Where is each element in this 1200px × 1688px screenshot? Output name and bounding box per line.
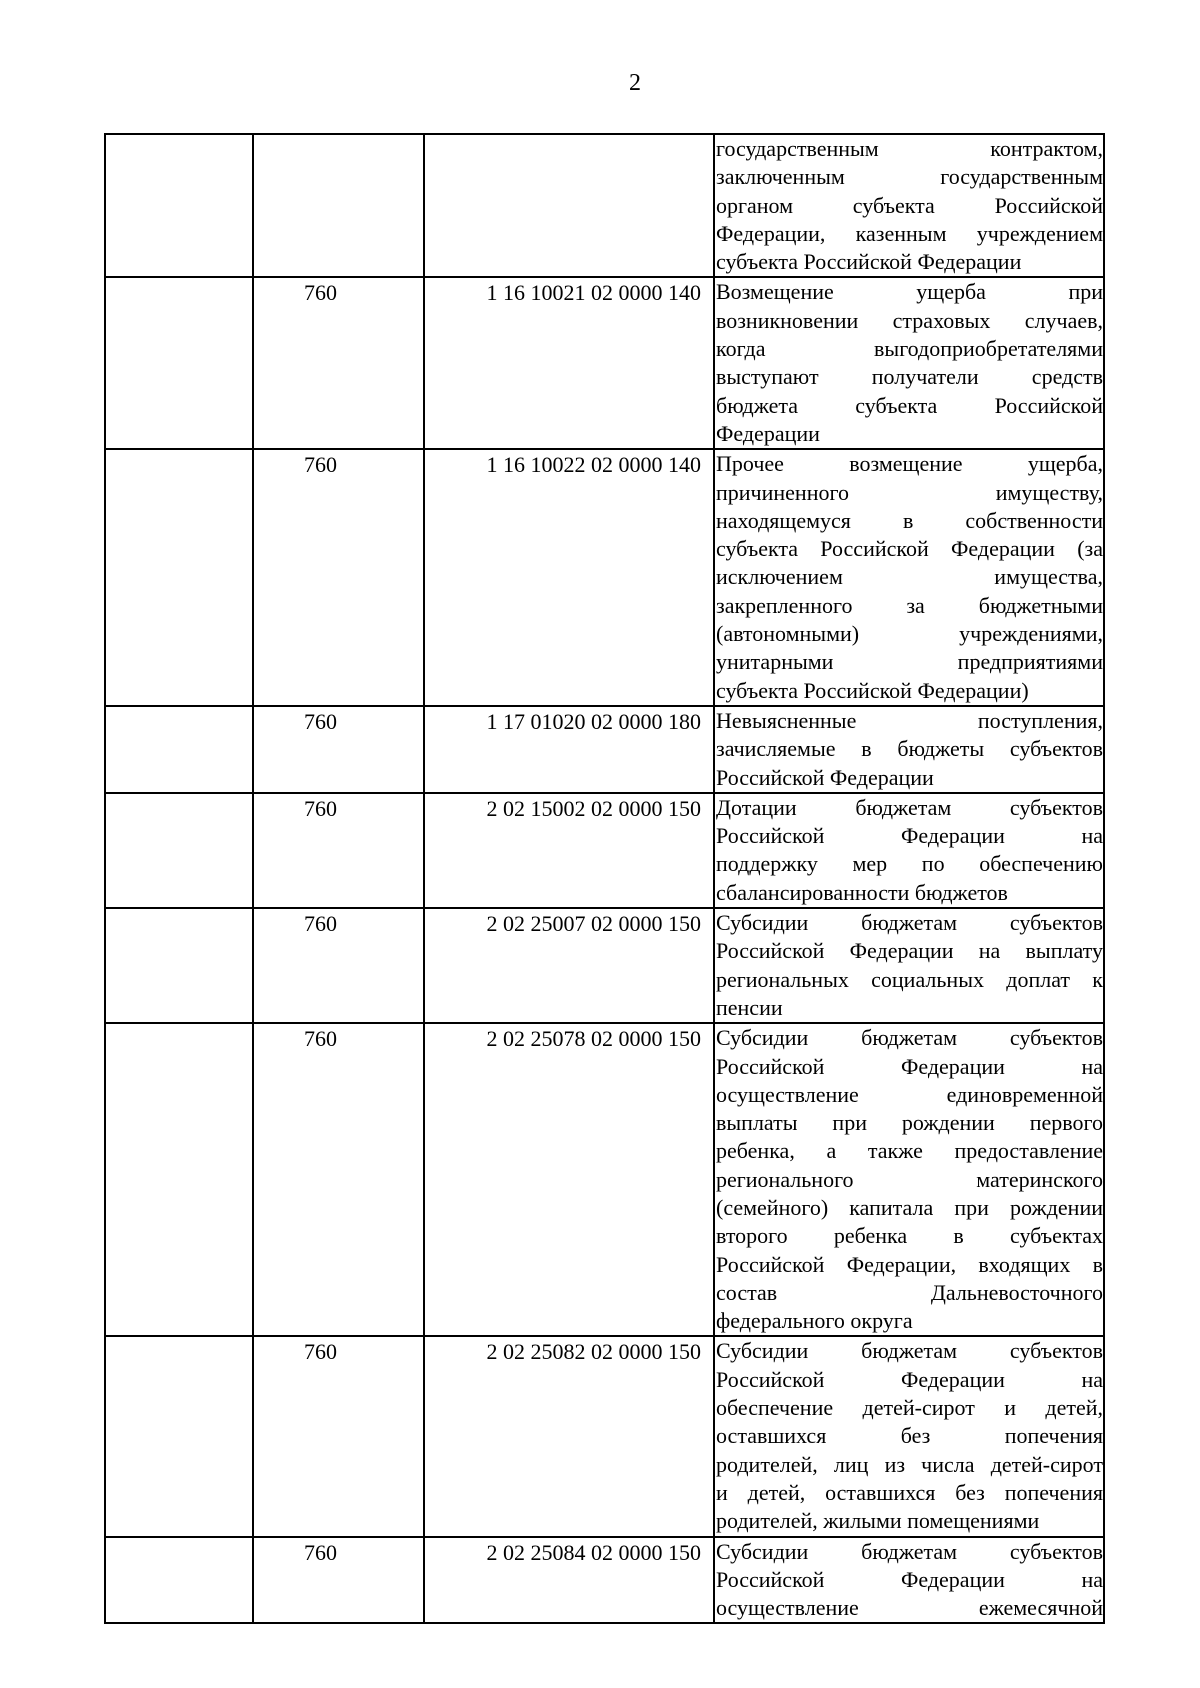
table-row xyxy=(105,793,1104,908)
description-line: государственным контрактом, xyxy=(716,136,1103,161)
description-line: закрепленного за бюджетными xyxy=(716,592,1103,618)
description-line: родителей, лиц из числа детей-сирот xyxy=(716,1451,1103,1477)
description-line: унитарными предприятиями xyxy=(716,649,1103,675)
description-line: Субсидии бюджетам субъектов xyxy=(716,910,1103,936)
description-line: осуществление ежемесячной xyxy=(716,1595,1103,1621)
administrator-code-cell: 760 xyxy=(253,793,424,908)
table-row xyxy=(105,1023,1104,1336)
revenue-description-cell xyxy=(714,134,1104,277)
empty-cell xyxy=(105,277,253,449)
table-row xyxy=(105,706,1104,793)
empty-cell xyxy=(105,1023,253,1336)
description-line: бюджета субъекта Российской xyxy=(716,392,1103,418)
description-line: когда выгодоприобретателями xyxy=(716,336,1103,362)
description-line: выплаты при рождении первого xyxy=(716,1110,1103,1136)
revenue-description-cell xyxy=(714,706,1104,793)
empty-cell xyxy=(105,1537,253,1624)
description-line: субъекта Российской Федерации (за xyxy=(716,536,1103,562)
description-line: Субсидии бюджетам субъектов xyxy=(716,1338,1103,1364)
revenue-description-cell xyxy=(714,1537,1104,1624)
table-row xyxy=(105,1537,1104,1624)
description-line: выступают получатели средств xyxy=(716,364,1103,390)
description-line: Невыясненные поступления, xyxy=(716,707,1103,733)
description-line: ребенка, а также предоставление xyxy=(716,1138,1103,1164)
budget-classification-code-cell: 1 16 10022 02 0000 140 xyxy=(424,449,714,706)
description-line: Субсидии бюджетам субъектов xyxy=(716,1025,1103,1051)
table-row xyxy=(105,449,1104,706)
empty-cell xyxy=(105,706,253,793)
description-line: пенсии xyxy=(716,994,783,1020)
description-line: Дотации бюджетам субъектов xyxy=(716,794,1103,820)
empty-cell xyxy=(105,134,253,277)
description-line: Российской Федерации на выплату xyxy=(716,938,1103,964)
administrator-code-cell: 760 xyxy=(253,908,424,1023)
page-number: 2 xyxy=(629,70,641,96)
description-line: Российской Федерации на xyxy=(716,1566,1103,1592)
description-line: Прочее возмещение ущерба, xyxy=(716,451,1103,477)
description-line: и детей, оставшихся без попечения xyxy=(716,1479,1103,1505)
description-line: Федерации xyxy=(716,420,820,446)
table-body xyxy=(105,134,1104,1623)
budget-classification-code-cell xyxy=(424,134,714,277)
description-line: находящемуся в собственности xyxy=(716,507,1103,533)
description-line: Российской Федерации на xyxy=(716,1366,1103,1392)
description-line: возникновении страховых случаев, xyxy=(716,307,1103,333)
administrator-code-cell: 760 xyxy=(253,277,424,449)
description-line: Российской Федерации xyxy=(716,764,934,790)
description-line: Возмещение ущерба при xyxy=(716,279,1103,305)
revenue-description-cell xyxy=(714,277,1104,449)
description-line: зачисляемые в бюджеты субъектов xyxy=(716,736,1103,762)
table-row xyxy=(105,134,1104,277)
description-line: (автономными) учреждениями, xyxy=(716,621,1103,647)
administrator-code-cell: 760 xyxy=(253,1537,424,1624)
description-line: Субсидии бюджетам субъектов xyxy=(716,1538,1103,1564)
budget-classification-code-cell: 1 16 10021 02 0000 140 xyxy=(424,277,714,449)
revenue-description-cell xyxy=(714,449,1104,706)
empty-cell xyxy=(105,449,253,706)
table-row xyxy=(105,908,1104,1023)
description-line: регионального материнского xyxy=(716,1166,1103,1192)
description-line: родителей, жилыми помещениями xyxy=(716,1508,1040,1534)
description-line: второго ребенка в субъектах xyxy=(716,1223,1103,1249)
description-line: Российской Федерации на xyxy=(716,823,1103,849)
description-line: субъекта Российской Федерации xyxy=(716,249,1022,275)
description-line: поддержку мер по обеспечению xyxy=(716,851,1103,877)
description-line: сбалансированности бюджетов xyxy=(716,879,1008,905)
description-line: Российской Федерации на xyxy=(716,1053,1103,1079)
budget-classification-code-cell: 2 02 25084 02 0000 150 xyxy=(424,1537,714,1624)
description-line: (семейного) капитала при рождении xyxy=(716,1194,1103,1220)
description-line: органом субъекта Российской xyxy=(716,192,1103,218)
budget-classification-code-cell: 2 02 15002 02 0000 150 xyxy=(424,793,714,908)
description-line: причиненного имуществу, xyxy=(716,479,1103,505)
empty-cell xyxy=(105,793,253,908)
revenue-description-cell xyxy=(714,793,1104,908)
revenue-codes-table xyxy=(104,133,1105,1624)
description-line: федерального округа xyxy=(716,1308,913,1334)
description-line: субъекта Российской Федерации) xyxy=(716,677,1029,703)
description-line: Федерации, казенным учреждением xyxy=(716,220,1103,246)
description-line: региональных социальных доплат к xyxy=(716,966,1103,992)
budget-classification-code-cell: 2 02 25082 02 0000 150 xyxy=(424,1336,714,1536)
administrator-code-cell xyxy=(253,134,424,277)
administrator-code-cell: 760 xyxy=(253,1023,424,1336)
description-line: оставшихся без попечения xyxy=(716,1423,1103,1449)
budget-classification-code-cell: 2 02 25007 02 0000 150 xyxy=(424,908,714,1023)
description-line: состав Дальневосточного xyxy=(716,1279,1103,1305)
revenue-description-cell xyxy=(714,1336,1104,1536)
description-line: обеспечение детей-сирот и детей, xyxy=(716,1395,1103,1421)
description-line: заключенным государственным xyxy=(716,164,1103,190)
revenue-description-cell xyxy=(714,908,1104,1023)
description-line: Российской Федерации, входящих в xyxy=(716,1251,1103,1277)
empty-cell xyxy=(105,1336,253,1536)
table-row xyxy=(105,277,1104,449)
administrator-code-cell: 760 xyxy=(253,1336,424,1536)
administrator-code-cell: 760 xyxy=(253,449,424,706)
description-line: исключением имущества, xyxy=(716,564,1103,590)
administrator-code-cell: 760 xyxy=(253,706,424,793)
budget-classification-code-cell: 2 02 25078 02 0000 150 xyxy=(424,1023,714,1336)
budget-classification-code-cell: 1 17 01020 02 0000 180 xyxy=(424,706,714,793)
description-line: осуществление единовременной xyxy=(716,1081,1103,1107)
empty-cell xyxy=(105,908,253,1023)
table-row xyxy=(105,1336,1104,1536)
revenue-description-cell xyxy=(714,1023,1104,1336)
